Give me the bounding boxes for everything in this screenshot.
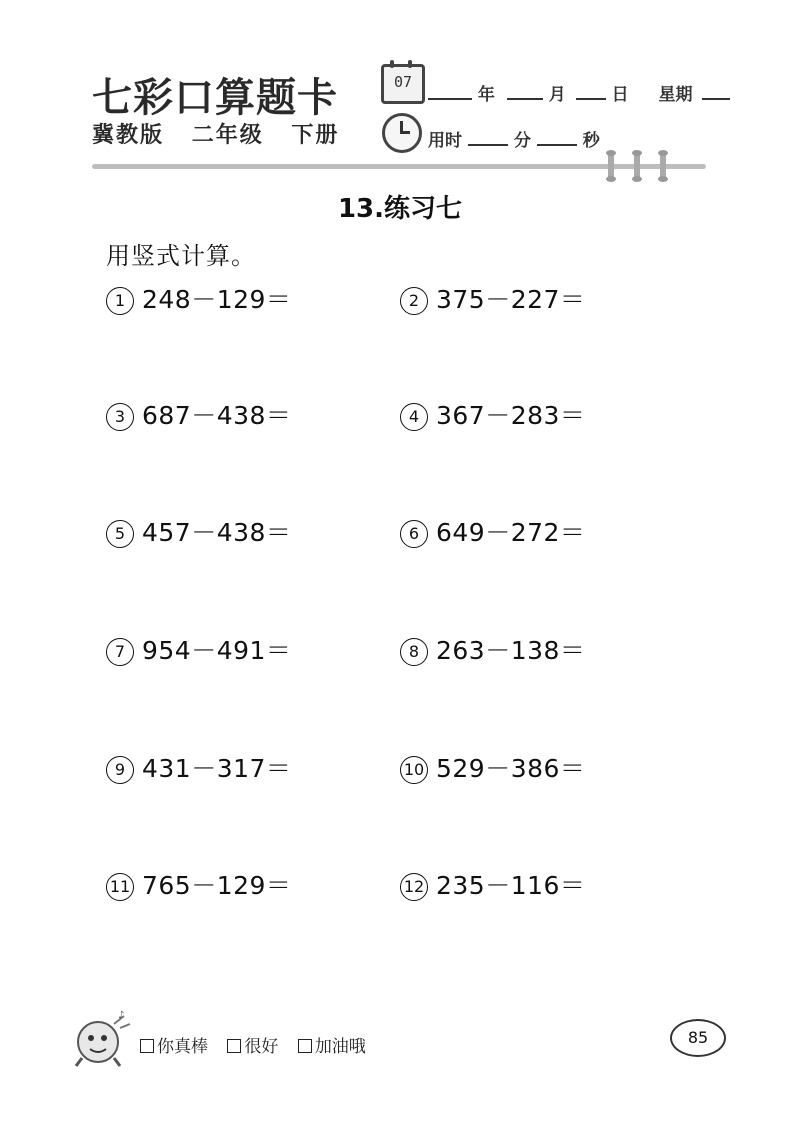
rating-option[interactable] bbox=[227, 1037, 278, 1057]
rating-label: 你真棒 bbox=[157, 1037, 208, 1057]
checkbox[interactable] bbox=[298, 1039, 312, 1053]
lesson-title: 13.练习七 bbox=[337, 194, 463, 224]
time-used-label: 用时 bbox=[428, 131, 462, 151]
problem-expression: 375－227＝ bbox=[436, 285, 586, 314]
rating-label: 很好 bbox=[244, 1037, 279, 1057]
problem-number: 10 bbox=[400, 756, 428, 784]
day-blank[interactable] bbox=[576, 84, 606, 100]
problem-expression: 765－129＝ bbox=[142, 871, 292, 900]
problem-item bbox=[400, 396, 585, 432]
problem-number: 6 bbox=[400, 520, 428, 548]
problem-expression: 248－129＝ bbox=[142, 285, 292, 314]
problem-expression: 235－116＝ bbox=[436, 871, 586, 900]
grade-label: 二年级 bbox=[191, 123, 264, 148]
instruction-text: 用竖式计算。 bbox=[106, 242, 256, 270]
problem-number: 12 bbox=[400, 873, 428, 901]
svg-text:♪: ♪ bbox=[118, 1010, 125, 1021]
second-label: 秒 bbox=[582, 131, 600, 151]
problem-item bbox=[106, 749, 291, 785]
problem-item bbox=[106, 866, 291, 902]
problem-number: 5 bbox=[106, 520, 134, 548]
rating-option[interactable] bbox=[298, 1037, 366, 1057]
volume-label: 下册 bbox=[291, 123, 340, 148]
month-label: 月 bbox=[548, 85, 566, 105]
checkbox[interactable] bbox=[140, 1039, 154, 1053]
weekday-blank[interactable] bbox=[702, 84, 730, 100]
problem-item bbox=[400, 866, 585, 902]
checkbox[interactable] bbox=[227, 1039, 241, 1053]
problem-number: 2 bbox=[400, 287, 428, 315]
calendar-icon bbox=[381, 64, 425, 104]
problem-item bbox=[106, 396, 291, 432]
problem-item bbox=[400, 280, 585, 316]
problem-number: 8 bbox=[400, 638, 428, 666]
time-fill-line bbox=[428, 126, 600, 151]
calendar-icon-number: 07 bbox=[393, 73, 413, 91]
problem-item bbox=[106, 631, 291, 667]
minute-blank[interactable] bbox=[468, 130, 508, 146]
binder-ring-icon bbox=[608, 152, 614, 180]
binder-ring-icon bbox=[660, 152, 666, 180]
problem-expression: 529－386＝ bbox=[436, 754, 586, 783]
problem-number: 9 bbox=[106, 756, 134, 784]
second-blank[interactable] bbox=[537, 130, 577, 146]
binder-ring-icon bbox=[634, 152, 640, 180]
problem-number: 7 bbox=[106, 638, 134, 666]
problem-number: 4 bbox=[400, 403, 428, 431]
year-blank[interactable] bbox=[428, 84, 472, 100]
date-fill-line bbox=[428, 80, 730, 105]
problem-number: 3 bbox=[106, 403, 134, 431]
problem-item bbox=[400, 749, 585, 785]
problem-item bbox=[106, 280, 291, 316]
minute-label: 分 bbox=[513, 131, 531, 151]
problem-expression: 367－283＝ bbox=[436, 401, 586, 430]
problem-expression: 263－138＝ bbox=[436, 636, 586, 665]
year-label: 年 bbox=[477, 85, 495, 105]
brand-title: 七彩口算题卡 bbox=[92, 74, 338, 121]
edition-label: 冀教版 bbox=[92, 123, 165, 148]
mascot-icon bbox=[70, 1008, 134, 1074]
problem-item bbox=[106, 513, 291, 549]
problem-item bbox=[400, 631, 585, 667]
problem-expression: 457－438＝ bbox=[142, 518, 292, 547]
rating-option[interactable] bbox=[140, 1037, 208, 1057]
self-rating bbox=[140, 1032, 380, 1057]
problem-item bbox=[400, 513, 585, 549]
weekday-label: 星期 bbox=[658, 85, 693, 105]
problem-number: 1 bbox=[106, 287, 134, 315]
rating-label: 加油哦 bbox=[314, 1037, 366, 1057]
month-blank[interactable] bbox=[507, 84, 543, 100]
clock-icon bbox=[382, 113, 422, 153]
problem-expression: 431－317＝ bbox=[142, 754, 292, 783]
day-label: 日 bbox=[611, 85, 629, 105]
problem-number: 11 bbox=[106, 873, 134, 901]
problem-expression: 954－491＝ bbox=[142, 636, 292, 665]
problem-expression: 649－272＝ bbox=[436, 518, 586, 547]
page-number: 85 bbox=[670, 1019, 726, 1057]
edition-subtitle bbox=[92, 118, 357, 149]
problem-expression: 687－438＝ bbox=[142, 401, 292, 430]
